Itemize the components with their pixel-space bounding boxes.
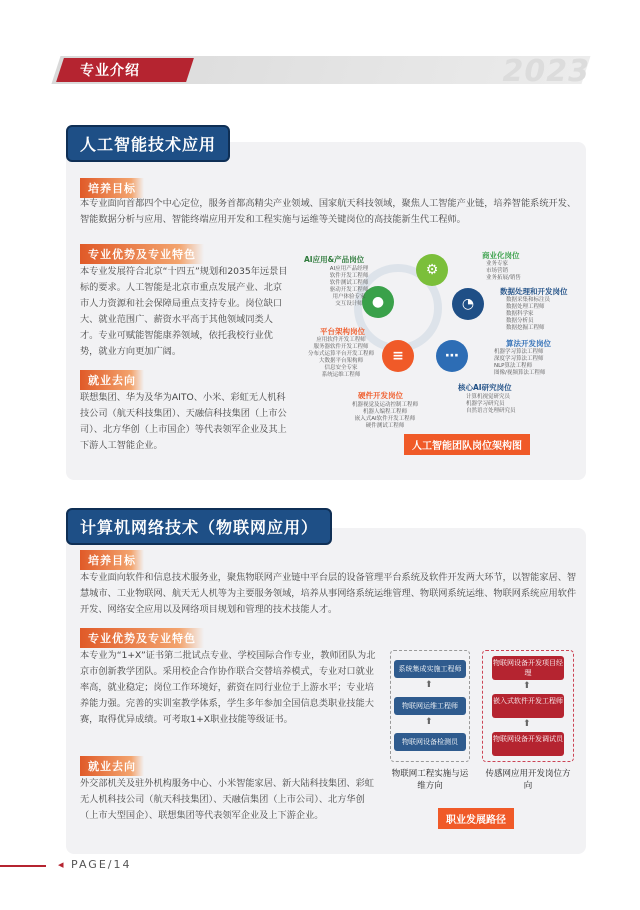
ai-product-title: AI应用&产品岗位 <box>304 255 365 264</box>
algorithm-items: 机器学习算法工程师 深度学习算法工程师 NLP算法工程师 图像/视频算法工程师 <box>494 349 546 376</box>
data-items: 数据采集和标注员 数据处理工程师 数据科学家 数据分析员 数据挖掘工程师 <box>506 297 551 331</box>
ai-team-diagram <box>300 248 586 458</box>
section1-goal-label: 培养目标 <box>80 178 144 198</box>
ai-diagram-banner: 人工智能团队岗位架构图 <box>404 434 530 455</box>
section1-adv-text: 本专业发展符合北京“十四五”规划和2035年远景目标的要求。人工智能是北京市重点发展产业、北京市人力资源和社会保障局重点支持专业。岗位缺口大、就业范围广、薪资水平高于其他领域同类人才。专业可赋能智能康养领域，依托我校行业优势，就业方向更加广阔。 <box>80 266 288 357</box>
right-box-2: 嵌入式软件开发工程师 <box>492 694 564 718</box>
up-arrow-icon: ⬆ <box>425 717 433 727</box>
research-title: 核心AI研究岗位 <box>458 383 512 392</box>
up-arrow-icon: ⬆ <box>523 681 531 691</box>
section1-job-text: 联想集团、华为及华为AITO、小米、彩虹无人机科技公司（航天科技集团）、天融信科技集团（上市公司）、北方华创（上市国企）等代表领军企业及其上下游人工智能企业。 <box>80 392 287 451</box>
section2-job-text: 外交部机关及驻外机构服务中心、小米智能家居、新大陆科技集团、彩虹无人机科技公司（航天科技集团）、天融信集团（上市公司）、北方华创（上市大型国企）、联想集团等代表领军企业及上下游企业。 <box>80 778 374 821</box>
business-title: 商业化岗位 <box>482 251 520 260</box>
platform-circle-icon: ≡ <box>382 340 414 372</box>
right-path-caption: 传感网应用开发岗位方向 <box>485 769 571 791</box>
research-items: 计算机视觉研究员 机器学习研究员 自然语言处理研究员 <box>466 394 516 414</box>
section2-adv-label: 专业优势及专业特色 <box>80 628 204 648</box>
footer-line <box>0 865 46 867</box>
data-circle-icon: ◔ <box>452 288 484 320</box>
section2-goal-text: 本专业面向软件和信息技术服务业，聚焦物联网产业链中平台层的设备管理平台系统及软件开发两大环节，以智能家居、智慧城市、工业物联网、航天无人机等为主要服务领域，培养从事网络系统运维管理、物联网系统运维、物联网系统应用软件开发、网络安全应用以及网络项目规划和管理的技术技能人才。 <box>80 572 577 615</box>
algorithm-circle-icon: ⋯ <box>436 340 468 372</box>
business-circle-icon: ⚙ <box>416 254 448 286</box>
left-box-1: 系统集成实施工程师 <box>394 660 466 678</box>
section2-title: 计算机网络技术（物联网应用） <box>66 508 332 545</box>
section1-adv-label: 专业优势及专业特色 <box>80 244 204 264</box>
career-path-banner: 职业发展路径 <box>438 808 514 829</box>
section1-job-label: 就业去向 <box>80 370 144 390</box>
ai-product-circle-icon: ● <box>362 286 394 318</box>
platform-items: 应用软件开发工程师 服务器软件开发工程师 分布式运算平台开发工程师 大数据平台架构师 信息安全专家 系统运维工程师 <box>307 337 374 378</box>
page-marker-icon: ◂ <box>58 858 72 871</box>
left-box-3: 物联网设备检测员 <box>394 733 466 751</box>
header-year: 2023 <box>502 54 590 89</box>
hardware-items: 机器视觉及运动控制工程师 机器人编程工程师 嵌入式AI软件开发工程师 硬件测试工程师 <box>351 402 418 429</box>
right-box-3: 物联网设备开发调试员 <box>492 732 564 756</box>
section1-goal-text: 本专业面向首都四个中心定位，服务首都高精尖产业领域、国家航天科技领域，聚焦人工智能产业链，培养智能系统开发、智能数据分析与应用、智能终端应用开发和工程实施与运维等关键岗位的高技能新生代工程师。 <box>80 198 577 225</box>
platform-title: 平台架构岗位 <box>320 327 365 336</box>
right-box-1: 物联网设备开发项目经理 <box>492 656 564 680</box>
left-box-2: 物联网运维工程师 <box>394 697 466 715</box>
header-tag-text: 专业介绍 <box>80 63 140 79</box>
up-arrow-icon: ⬆ <box>523 719 531 729</box>
data-title: 数据处理和开发岗位 <box>500 287 568 296</box>
section1-title: 人工智能技术应用 <box>66 125 230 162</box>
ai-product-items: AI应用产品经理 软件开发工程师 软件测试工程师 驱动开发工程师 用户体验专家 交互设计师 <box>329 266 369 307</box>
algorithm-title: 算法开发岗位 <box>506 339 551 348</box>
section2-job-label: 就业去向 <box>80 756 144 776</box>
section2-goal-label: 培养目标 <box>80 550 144 570</box>
page-number: ◂ PAGE/14 <box>58 858 132 871</box>
left-path-caption: 物联网工程实施与运维方向 <box>391 769 469 791</box>
hardware-title: 硬件开发岗位 <box>358 391 403 400</box>
section2-adv-text: 本专业为“1+X”证书第二批试点专业、学校国际合作专业，教师团队为北京市创新教学团队。采用校企合作协作联合交替培养模式，专业对口就业率高，就业稳定；岗位工作环境好，薪资在同行业位于上游水平；专业培养能力强。完善的实训室教学体系，学生多年参加全国信息类职业技能大赛，取得优异成绩。可考取1+X职业技能等级证书。 <box>80 650 376 725</box>
up-arrow-icon: ⬆ <box>425 680 433 690</box>
page-header <box>0 54 640 89</box>
business-items: 业务专家 市场营销 业务拓展/销售 <box>486 261 521 281</box>
